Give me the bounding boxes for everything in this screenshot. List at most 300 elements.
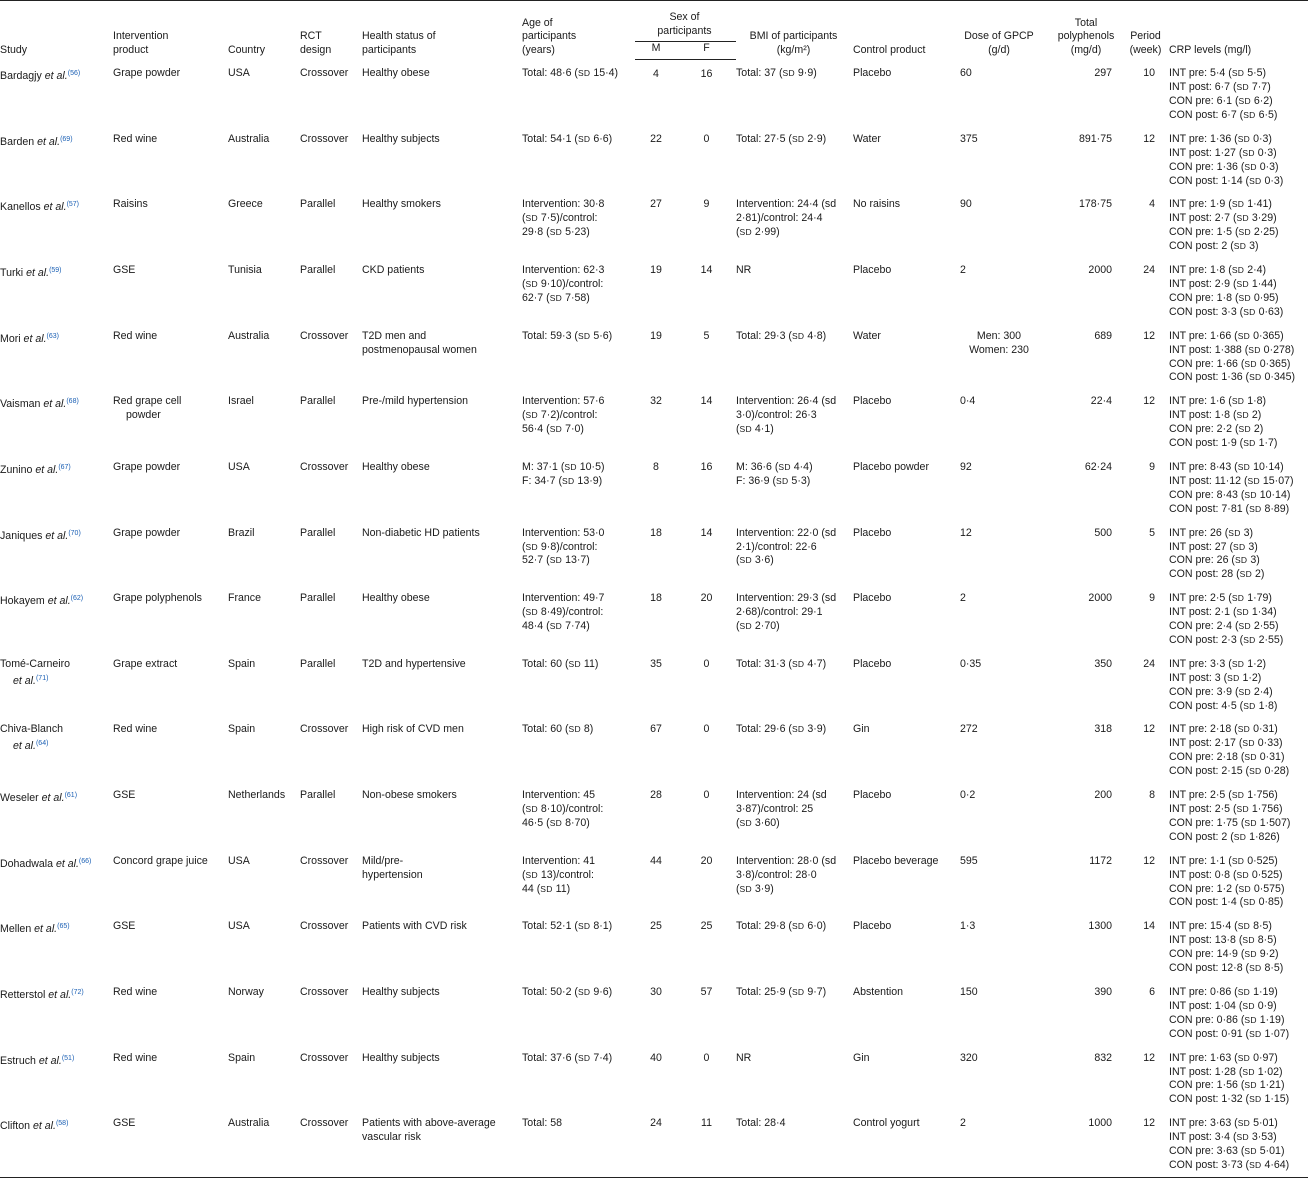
- table-row: [0, 847, 1308, 913]
- study-et-al: et al.: [13, 674, 36, 687]
- table-row: [0, 256, 1308, 322]
- cell-sex-m: 8: [653, 460, 659, 473]
- cell-total: 1300: [1088, 920, 1112, 933]
- table-row: [0, 650, 1308, 716]
- table-row: [0, 322, 1308, 388]
- cell-control: Placebo: [853, 526, 892, 539]
- product-name: GSE: [113, 264, 136, 277]
- reference-link[interactable]: (68): [66, 398, 79, 406]
- study-author: Mellen: [0, 923, 35, 936]
- cell-design: Parallel: [300, 198, 336, 211]
- table-row: [0, 584, 1308, 650]
- cell-bmi: Intervention: 28·0 (sd 3·8)/control: 28·0 (SD 3·9): [736, 854, 837, 895]
- study-et-al: et al.: [44, 70, 68, 83]
- cell-product: [113, 1109, 228, 1177]
- cell-period: 12: [1143, 854, 1155, 867]
- study-author: Estruch: [0, 1054, 39, 1067]
- cell-crp: [1169, 59, 1308, 125]
- cell-health: Healthy obese: [362, 592, 430, 605]
- crp-value: CON post: 2·3 (SD 2·55): [1169, 633, 1284, 646]
- study-author: Dohadwala: [0, 857, 56, 870]
- crp-value: CON pre: 2·2 (SD 2): [1169, 423, 1264, 436]
- cell-sex-f: 14: [700, 264, 713, 277]
- cell-sex-m: 19: [650, 329, 662, 342]
- study-author: Chiva-Blanch: [0, 723, 64, 736]
- header-age: Age of participants (years): [522, 16, 577, 57]
- product-name: Red wine: [113, 132, 158, 145]
- cell-sex-f: 5: [703, 329, 710, 342]
- crp-value: INT pre: 3·3 (SD 1·2): [1169, 657, 1267, 670]
- crp-value: CON post: 28 (SD 2): [1169, 568, 1265, 581]
- header-crp: CRP levels (mg/l): [1169, 44, 1252, 57]
- crp-value: CON pre: 1·2 (SD 0·575): [1169, 882, 1285, 895]
- reference-link[interactable]: (57): [66, 201, 80, 209]
- cell-age: Intervention: 57·6 (SD 7·2)/control: 56·4 (SD 7·0): [522, 395, 605, 436]
- cell-period: 8: [1149, 789, 1155, 802]
- header-sex: Sex of participants: [657, 11, 712, 37]
- cell-age: Intervention: 49·7 (SD 8·49)/control: 48·4 (SD 7·74): [522, 592, 605, 633]
- cell-dose: Men: 300 Women: 230: [969, 329, 1029, 356]
- cell-crp: [1169, 1109, 1308, 1177]
- cell-country: Norway: [228, 985, 264, 998]
- reference-link[interactable]: (62): [70, 595, 84, 603]
- cell-total: 22·4: [1090, 395, 1112, 408]
- cell-product: [113, 387, 228, 453]
- crp-value: CON pre: 2·18 (SD 0·31): [1169, 751, 1285, 764]
- cell-product: [113, 59, 228, 125]
- cell-dose: 2: [960, 1117, 966, 1130]
- study-etal-line: [0, 672, 111, 689]
- cell-total: 1000: [1088, 1117, 1112, 1130]
- crp-value: INT post: 3 (SD 1·2): [1169, 671, 1262, 684]
- header-period: Period (week): [1129, 30, 1162, 57]
- crp-value: CON pre: 0·86 (SD 1·19): [1169, 1013, 1285, 1026]
- cell-design: Crossover: [300, 1117, 349, 1130]
- reference-link[interactable]: (58): [55, 1120, 69, 1128]
- cell-design: Crossover: [300, 985, 349, 998]
- cell-crp: [1169, 322, 1308, 388]
- cell-study: [0, 322, 113, 388]
- study-et-al: et al.: [43, 201, 67, 214]
- cell-health: High risk of CVD men: [362, 723, 464, 736]
- cell-control: Abstention: [853, 985, 904, 998]
- cell-health: Mild/pre- hypertension: [362, 854, 423, 881]
- product-name: Grape powder: [113, 67, 181, 80]
- cell-crp: [1169, 256, 1308, 322]
- reference-link[interactable]: (69): [60, 135, 73, 143]
- cell-product: [113, 125, 228, 191]
- crp-value: INT pre: 1·8 (SD 2·4): [1169, 264, 1267, 277]
- cell-bmi: Total: 28·4: [736, 1117, 786, 1130]
- crp-value: CON pre: 1·75 (SD 1·507): [1169, 816, 1291, 829]
- cell-control: Water: [853, 132, 881, 145]
- cell-sex-f: 0: [703, 1051, 710, 1064]
- cell-period: 12: [1143, 1051, 1155, 1064]
- cell-country: Israel: [228, 395, 254, 408]
- crp-value: CON post: 3·73 (SD 4·64): [1169, 1158, 1290, 1171]
- cell-age: Intervention: 30·8 (SD 7·5)/control: 29·8 (SD 5·23): [522, 198, 605, 239]
- cell-dose: 272: [960, 723, 978, 736]
- header-sex-f: F: [679, 41, 736, 59]
- cell-sex-m: 28: [650, 789, 662, 802]
- cell-health: Non-obese smokers: [362, 789, 457, 802]
- cell-bmi: Total: 37 (SD 9·9): [736, 67, 817, 80]
- cell-sex-m: 27: [650, 198, 662, 211]
- cell-health: Healthy obese: [362, 67, 430, 80]
- study-et-al: et al.: [13, 740, 36, 753]
- cell-age: Intervention: 62·3 (SD 9·10)/control: 62·7 (SD 7·58): [522, 264, 605, 304]
- cell-dose: 150: [960, 985, 978, 998]
- product-name: Grape powder: [113, 526, 181, 539]
- cell-sex-m: 24: [650, 1117, 662, 1130]
- product-name: GSE: [113, 1117, 136, 1130]
- cell-study: [0, 125, 113, 191]
- cell-period: 6: [1149, 985, 1155, 998]
- cell-health: T2D men and postmenopausal women: [362, 329, 477, 356]
- cell-health: Healthy subjects: [362, 1051, 440, 1064]
- cell-crp: [1169, 453, 1308, 519]
- crp-value: CON post: 1·32 (SD 1·15): [1169, 1093, 1290, 1106]
- product-name: Raisins: [113, 198, 148, 211]
- crp-value: CON pre: 1·5 (SD 2·25): [1169, 226, 1279, 239]
- cell-control: Placebo: [853, 592, 892, 605]
- cell-total: 62·24: [1084, 460, 1112, 473]
- cell-crp: [1169, 650, 1308, 716]
- study-etal-line: [0, 737, 111, 754]
- cell-country: Spain: [228, 657, 256, 670]
- cell-product: [113, 322, 228, 388]
- study-et-al: et al.: [26, 267, 50, 280]
- cell-sex-m: 30: [650, 985, 662, 998]
- crp-value: INT pre: 0·86 (SD 1·19): [1169, 985, 1278, 998]
- cell-sex-f: 0: [703, 789, 710, 802]
- cell-sex-f: 0: [703, 132, 710, 145]
- cell-dose: 0·4: [960, 395, 976, 408]
- cell-country: Greece: [228, 198, 263, 211]
- study-et-al: et al.: [48, 988, 72, 1001]
- crp-value: INT post: 6·7 (SD 7·7): [1169, 81, 1271, 94]
- cell-period: 9: [1149, 592, 1155, 605]
- cell-country: Australia: [228, 1117, 270, 1130]
- crp-value: INT post: 2·9 (SD 1·44): [1169, 278, 1277, 290]
- reference-link[interactable]: (61): [64, 792, 78, 800]
- cell-control: Placebo powder: [853, 460, 929, 473]
- reference-link[interactable]: (67): [58, 463, 71, 471]
- cell-design: Parallel: [300, 789, 336, 802]
- product-name: Grape powder: [113, 460, 181, 473]
- cell-sex-f: 0: [703, 723, 710, 736]
- cell-design: Parallel: [300, 526, 336, 539]
- cell-study: [0, 650, 113, 716]
- crp-value: INT pre: 8·43 (SD 10·14): [1169, 460, 1284, 473]
- crp-value: INT pre: 1·63 (SD 0·97): [1169, 1051, 1278, 1064]
- cell-control: Placebo: [853, 657, 892, 670]
- cell-sex-f: 14: [700, 395, 713, 408]
- cell-design: Crossover: [300, 329, 349, 342]
- cell-total: 689: [1094, 329, 1112, 342]
- cell-bmi: Total: 25·9 (SD 9·7): [736, 985, 827, 998]
- study-et-al: et al.: [55, 857, 79, 870]
- study-author: Janiques: [0, 529, 46, 542]
- table-row: [0, 453, 1308, 519]
- cell-design: Parallel: [300, 264, 336, 277]
- cell-total: 200: [1094, 789, 1112, 802]
- product-name-cont: powder: [126, 409, 161, 422]
- cell-product: [113, 781, 228, 847]
- cell-dose: 90: [960, 198, 972, 211]
- cell-dose: 320: [960, 1051, 978, 1064]
- crp-value: CON post: 6·7 (SD 6·5): [1169, 108, 1278, 121]
- cell-dose: 1·3: [960, 920, 976, 933]
- cell-product: [113, 190, 228, 256]
- reference-link[interactable]: (59): [49, 267, 62, 275]
- cell-design: Crossover: [300, 723, 349, 736]
- study-author: Weseler: [0, 792, 42, 805]
- cell-study: [0, 453, 113, 519]
- cell-study: [0, 1044, 113, 1110]
- reference-link[interactable]: (56): [67, 70, 81, 78]
- product-name: Grape polyphenols: [113, 592, 202, 605]
- cell-health: Pre-/mild hypertension: [362, 395, 468, 408]
- reference-link[interactable]: (64): [35, 740, 49, 748]
- cell-sex-f: 16: [700, 67, 713, 80]
- cell-dose: 12: [960, 526, 972, 539]
- product-name: Red wine: [113, 329, 158, 342]
- product-name: Red wine: [113, 985, 158, 998]
- reference-link[interactable]: (72): [71, 988, 84, 996]
- cell-country: USA: [228, 460, 250, 473]
- cell-product: [113, 650, 228, 716]
- cell-sex-f: 11: [701, 1117, 712, 1130]
- study-et-al: et al.: [35, 463, 59, 476]
- study-author: Zunino: [0, 463, 36, 476]
- cell-dose: 92: [960, 460, 972, 473]
- reference-link[interactable]: (70): [68, 529, 81, 537]
- cell-bmi: NR: [736, 1051, 752, 1064]
- study-author: Retterstol: [0, 988, 49, 1001]
- cell-product: [113, 847, 228, 913]
- reference-link[interactable]: (65): [57, 923, 70, 931]
- crp-value: INT post: 2·5 (SD 1·756): [1169, 803, 1283, 815]
- cell-control: Placebo beverage: [853, 854, 939, 867]
- cell-study: [0, 256, 113, 322]
- cell-product: [113, 978, 228, 1044]
- cell-crp: [1169, 978, 1308, 1044]
- cell-sex-m: 35: [650, 657, 662, 670]
- cell-bmi: Total: 29·6 (SD 3·9): [736, 723, 827, 736]
- crp-value: CON post: 2·15 (SD 0·28): [1169, 765, 1290, 778]
- reference-link[interactable]: (66): [78, 857, 92, 865]
- table-row: [0, 59, 1308, 125]
- cell-crp: [1169, 584, 1308, 650]
- reference-link[interactable]: (71): [35, 674, 49, 682]
- cell-bmi: Intervention: 29·3 (sd 2·68)/control: 29·1 (SD 2·70): [736, 592, 837, 633]
- study-et-al: et al.: [41, 792, 65, 805]
- product-name: Concord grape juice: [113, 854, 208, 867]
- cell-total: 832: [1094, 1051, 1112, 1064]
- study-et-al: et al.: [43, 398, 67, 411]
- study-et-al: et al.: [32, 1120, 56, 1133]
- study-author: Clifton: [0, 1120, 33, 1133]
- study-author: Mori: [0, 332, 24, 345]
- crp-value: CON post: 2 (SD 3): [1169, 240, 1259, 253]
- cell-period: 4: [1149, 198, 1155, 211]
- crp-value: INT post: 3·4 (SD 3·53): [1169, 1131, 1277, 1144]
- cell-total: 297: [1094, 67, 1112, 80]
- table-row: [0, 190, 1308, 256]
- cell-sex-f: 25: [700, 920, 713, 933]
- reference-link[interactable]: (51): [61, 1054, 75, 1062]
- crp-value: INT post: 0·8 (SD 0·525): [1169, 868, 1283, 881]
- crp-value: INT pre: 3·63 (SD 5·01): [1169, 1117, 1278, 1130]
- product-name: Red wine: [113, 723, 158, 736]
- cell-age: Total: 59·3 (SD 5·6): [522, 329, 613, 342]
- cell-sex-m: 40: [650, 1051, 662, 1064]
- cell-control: Placebo: [853, 789, 892, 802]
- crp-value: CON post: 4·5 (SD 1·8): [1169, 699, 1278, 712]
- study-et-al: et al.: [37, 135, 61, 148]
- cell-total: 1172: [1089, 854, 1112, 867]
- cell-health: Non-diabetic HD patients: [362, 526, 480, 539]
- cell-product: [113, 519, 228, 585]
- cell-control: No raisins: [853, 198, 901, 211]
- crp-value: CON pre: 1·66 (SD 0·365): [1169, 357, 1291, 370]
- cell-dose: 375: [960, 132, 978, 145]
- crp-value: CON pre: 2·4 (SD 2·55): [1169, 620, 1279, 633]
- crp-value: CON post: 12·8 (SD 8·5): [1169, 962, 1284, 975]
- cell-design: Parallel: [300, 592, 336, 605]
- cell-dose: 2: [960, 264, 966, 277]
- cell-control: Gin: [853, 723, 870, 736]
- crp-value: CON post: 2 (SD 1·826): [1169, 830, 1280, 843]
- cell-period: 12: [1143, 132, 1155, 145]
- cell-age: Total: 58: [522, 1117, 563, 1130]
- crp-value: INT pre: 1·66 (SD 0·365): [1169, 329, 1284, 342]
- cell-age: Intervention: 53·0 (SD 9·8)/control: 52·7 (SD 13·7): [522, 526, 605, 567]
- cell-bmi: Total: 31·3 (SD 4·7): [736, 657, 827, 670]
- cell-period: 12: [1143, 395, 1155, 408]
- crp-value: CON post: 3·3 (SD 0·63): [1169, 305, 1284, 318]
- header-control: Control product: [853, 44, 926, 57]
- cell-design: Crossover: [300, 920, 349, 933]
- header-design: RCT design: [300, 30, 332, 57]
- cell-design: Crossover: [300, 67, 349, 80]
- cell-country: France: [228, 592, 261, 605]
- study-author: Vaisman: [0, 398, 44, 411]
- cell-control: Placebo: [853, 920, 892, 933]
- cell-country: Australia: [228, 329, 270, 342]
- cell-dose: 60: [960, 67, 972, 80]
- crp-value: INT pre: 2·5 (SD 1·756): [1169, 789, 1278, 802]
- study-et-al: et al.: [34, 923, 58, 936]
- cell-bmi: Intervention: 24·4 (sd 2·81)/control: 24·4 (SD 2·99): [736, 198, 837, 239]
- cell-total: 318: [1094, 723, 1112, 736]
- cell-health: Healthy subjects: [362, 985, 440, 998]
- cell-design: Parallel: [300, 657, 336, 670]
- crp-value: CON post: 1·36 (SD 0·345): [1169, 371, 1296, 384]
- cell-product: [113, 256, 228, 322]
- cell-bmi: NR: [736, 264, 752, 277]
- cell-health: Healthy obese: [362, 460, 430, 473]
- cell-product: [113, 1044, 228, 1110]
- study-et-al: et al.: [38, 1054, 62, 1067]
- study-et-al: et al.: [45, 529, 69, 542]
- cell-country: Brazil: [228, 526, 255, 539]
- crp-value: CON pre: 3·63 (SD 5·01): [1169, 1145, 1285, 1158]
- cell-period: 5: [1149, 526, 1155, 539]
- cell-sex-m: 19: [650, 264, 662, 277]
- crp-value: CON post: 1·9 (SD 1·7): [1169, 437, 1278, 450]
- crp-value: INT pre: 1·1 (SD 0·525): [1169, 854, 1278, 867]
- cell-country: Spain: [228, 723, 256, 736]
- cell-crp: [1169, 781, 1308, 847]
- crp-value: INT pre: 1·6 (SD 1·8): [1169, 395, 1267, 408]
- product-name: Red wine: [113, 1051, 158, 1064]
- cell-dose: 0·2: [960, 789, 976, 802]
- cell-age: Total: 48·6 (SD 15·4): [522, 67, 619, 80]
- crp-value: INT pre: 1·36 (SD 0·3): [1169, 132, 1272, 145]
- cell-sex-f: 16: [700, 460, 713, 473]
- product-name: Red grape cell: [113, 395, 182, 408]
- crp-value: INT post: 1·388 (SD 0·278): [1169, 343, 1295, 356]
- study-et-al: et al.: [23, 332, 47, 345]
- cell-total: 350: [1094, 657, 1112, 670]
- cell-country: USA: [228, 920, 250, 933]
- cell-age: Intervention: 45 (SD 8·10)/control: 46·5 (SD 8·70): [522, 789, 604, 829]
- cell-health: T2D and hypertensive: [362, 657, 466, 670]
- cell-country: USA: [228, 854, 250, 867]
- cell-country: USA: [228, 67, 250, 80]
- cell-sex-f: 20: [700, 592, 713, 605]
- cell-period: 12: [1143, 329, 1155, 342]
- cell-study: [0, 387, 113, 453]
- crp-value: CON pre: 1·56 (SD 1·21): [1169, 1079, 1285, 1092]
- cell-bmi: Intervention: 24 (sd 3·87)/control: 25 (SD 3·60): [736, 789, 827, 829]
- cell-total: 390: [1094, 985, 1112, 998]
- results-table: [0, 6, 1308, 1178]
- header-sex-m: M: [635, 41, 679, 59]
- cell-study: [0, 781, 113, 847]
- cell-crp: [1169, 387, 1308, 453]
- cell-sex-f: 20: [700, 854, 713, 867]
- header-bmi: BMI of participants (kg/m²): [749, 30, 838, 57]
- cell-study: [0, 978, 113, 1044]
- cell-sex-m: 18: [650, 592, 662, 605]
- cell-period: 12: [1143, 1117, 1155, 1130]
- cell-health: CKD patients: [362, 264, 425, 277]
- cell-country: Australia: [228, 132, 270, 145]
- cell-sex-m: 18: [650, 526, 662, 539]
- cell-country: Spain: [228, 1051, 256, 1064]
- cell-design: Parallel: [300, 395, 336, 408]
- cell-crp: [1169, 190, 1308, 256]
- cell-period: 12: [1143, 723, 1155, 736]
- crp-value: INT post: 2·17 (SD 0·33): [1169, 737, 1283, 750]
- crp-value: CON post: 1·14 (SD 0·3): [1169, 174, 1284, 187]
- crp-value: INT post: 1·04 (SD 0·9): [1169, 999, 1277, 1012]
- crp-value: CON pre: 14·9 (SD 9·2): [1169, 948, 1279, 961]
- cell-control: Control yogurt: [853, 1117, 920, 1130]
- product-name: GSE: [113, 789, 136, 802]
- crp-value: INT pre: 2·5 (SD 1·79): [1169, 592, 1272, 605]
- crp-value: CON pre: 8·43 (SD 10·14): [1169, 488, 1291, 501]
- cell-product: [113, 453, 228, 519]
- crp-value: INT post: 2·7 (SD 3·29): [1169, 212, 1277, 225]
- table-row: [0, 1044, 1308, 1110]
- cell-crp: [1169, 1044, 1308, 1110]
- reference-link[interactable]: (63): [46, 332, 59, 340]
- crp-value: INT pre: 2·18 (SD 0·31): [1169, 723, 1278, 736]
